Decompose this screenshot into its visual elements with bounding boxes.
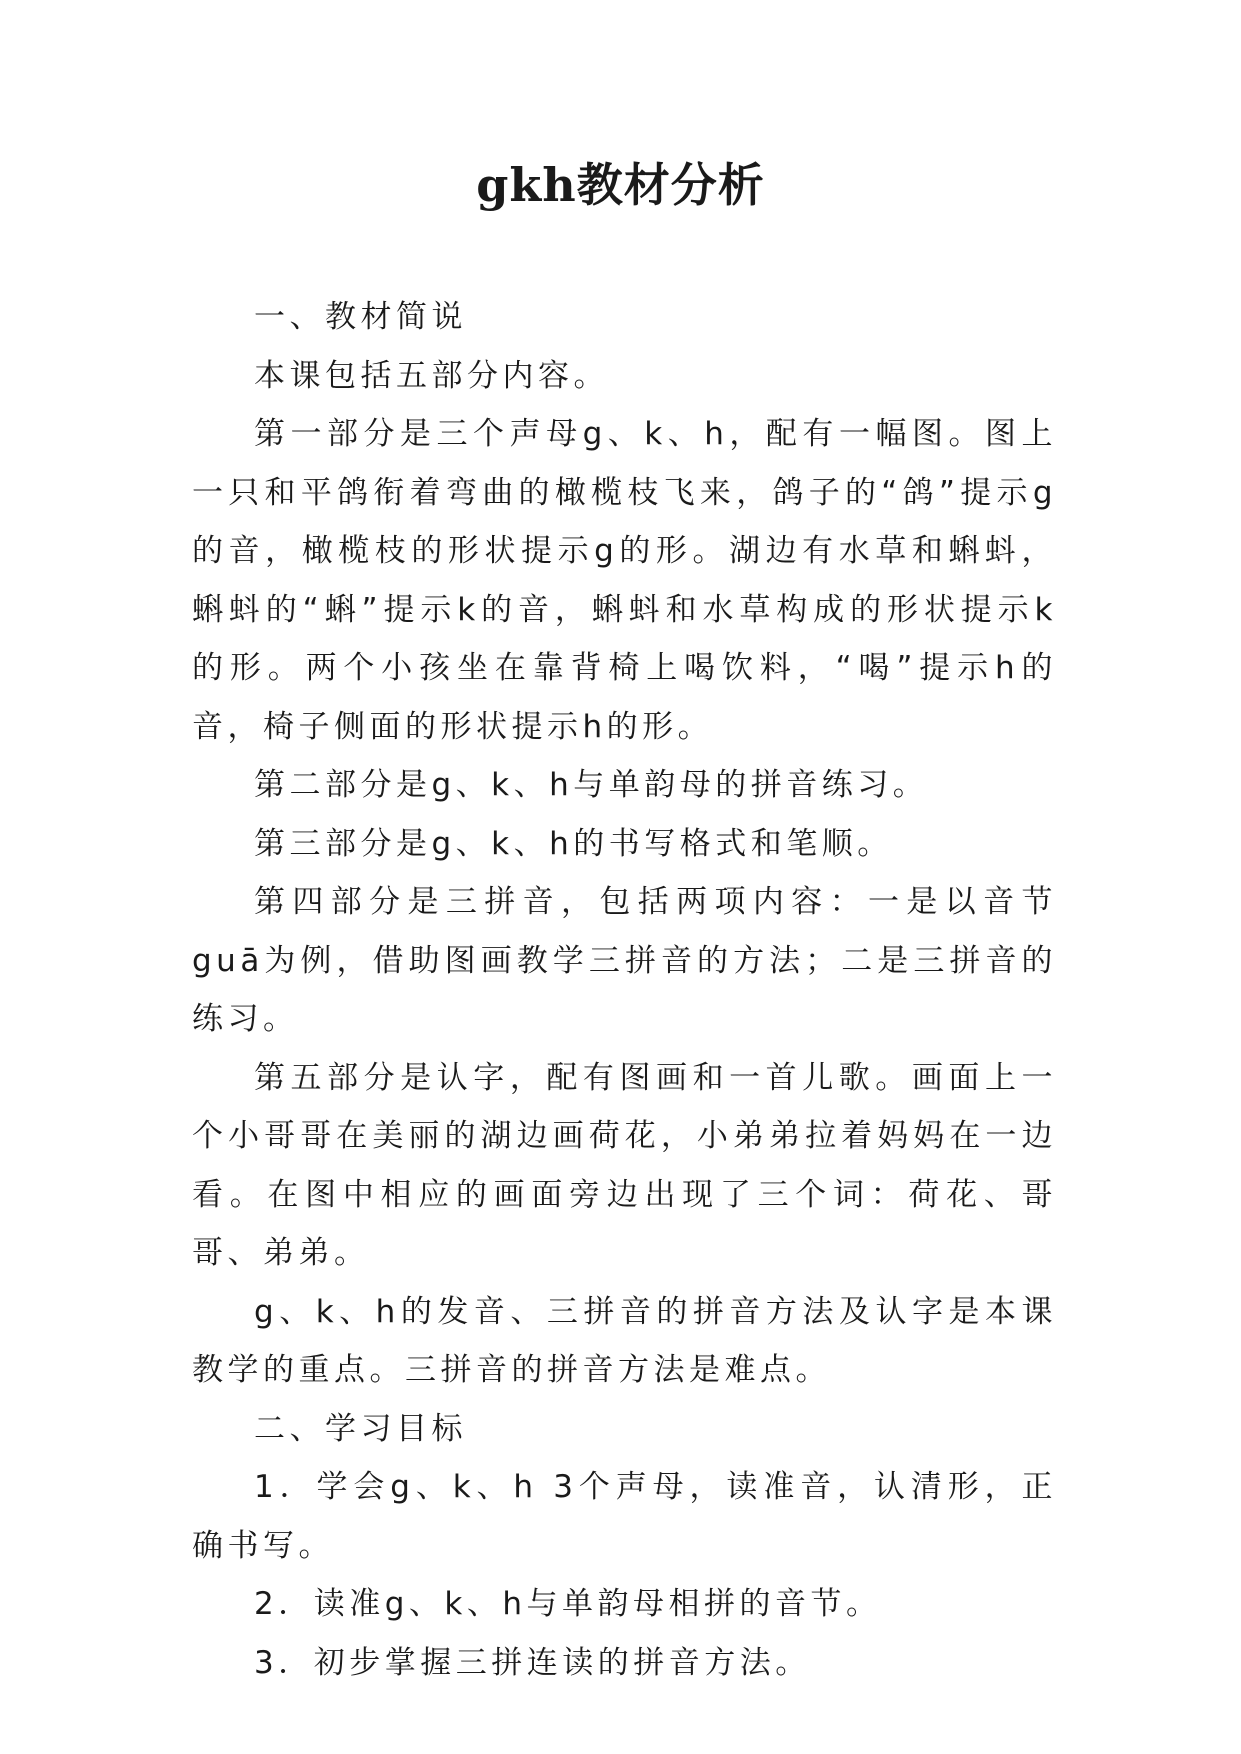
paragraph: 第二部分是g、k、h与单韵母的拼音练习。 <box>254 767 929 803</box>
paragraph: 第一部分是三个声母g、k、h，配有一幅图。图上一只和平鸽衔着弯曲的橄榄枝飞来，鸽子的“鸽”提示g的音，橄榄枝的形状提示g的形。湖边有水草和蝌蚪，蝌蚪的“蝌”提示k的音，蝌蚪和水草构成的形状提示k的形。两个小孩坐在靠背椅上喝饮料，“喝”提示h的音，椅子侧面的形状提示h的形。 <box>192 416 1057 745</box>
paragraph: 第五部分是认字，配有图画和一首儿歌。画面上一个小哥哥在美丽的湖边画荷花，小弟弟拉着妈妈在一边看。在图中相应的画面旁边出现了三个词：荷花、哥哥、弟弟。 <box>192 1059 1057 1271</box>
section-heading-2: 二、学习目标 <box>254 1410 467 1447</box>
list-item: 3．初步掌握三拼连读的拼音方法。 <box>254 1644 811 1681</box>
paragraph: 第三部分是g、k、h的书写格式和笔顺。 <box>254 825 893 862</box>
paragraph: g、k、h的发音、三拼音的拼音方法及认字是本课教学的重点。三拼音的拼音方法是难点。 <box>192 1293 1057 1388</box>
section-heading-1: 一、教材简说 <box>254 299 467 335</box>
document-body <box>192 288 1057 1692</box>
document-title: gkh教材分析 <box>476 158 765 212</box>
list-item: 2．读准g、k、h与单韵母相拼的音节。 <box>254 1586 882 1622</box>
paragraph: 本课包括五部分内容。 <box>254 357 609 394</box>
list-item: 1．学会g、k、h 3个声母，读准音，认清形，正确书写。 <box>192 1469 1057 1564</box>
paragraph: 第四部分是三拼音，包括两项内容：一是以音节guā为例，借助图画教学三拼音的方法；二是三拼音的练习。 <box>192 884 1057 1037</box>
